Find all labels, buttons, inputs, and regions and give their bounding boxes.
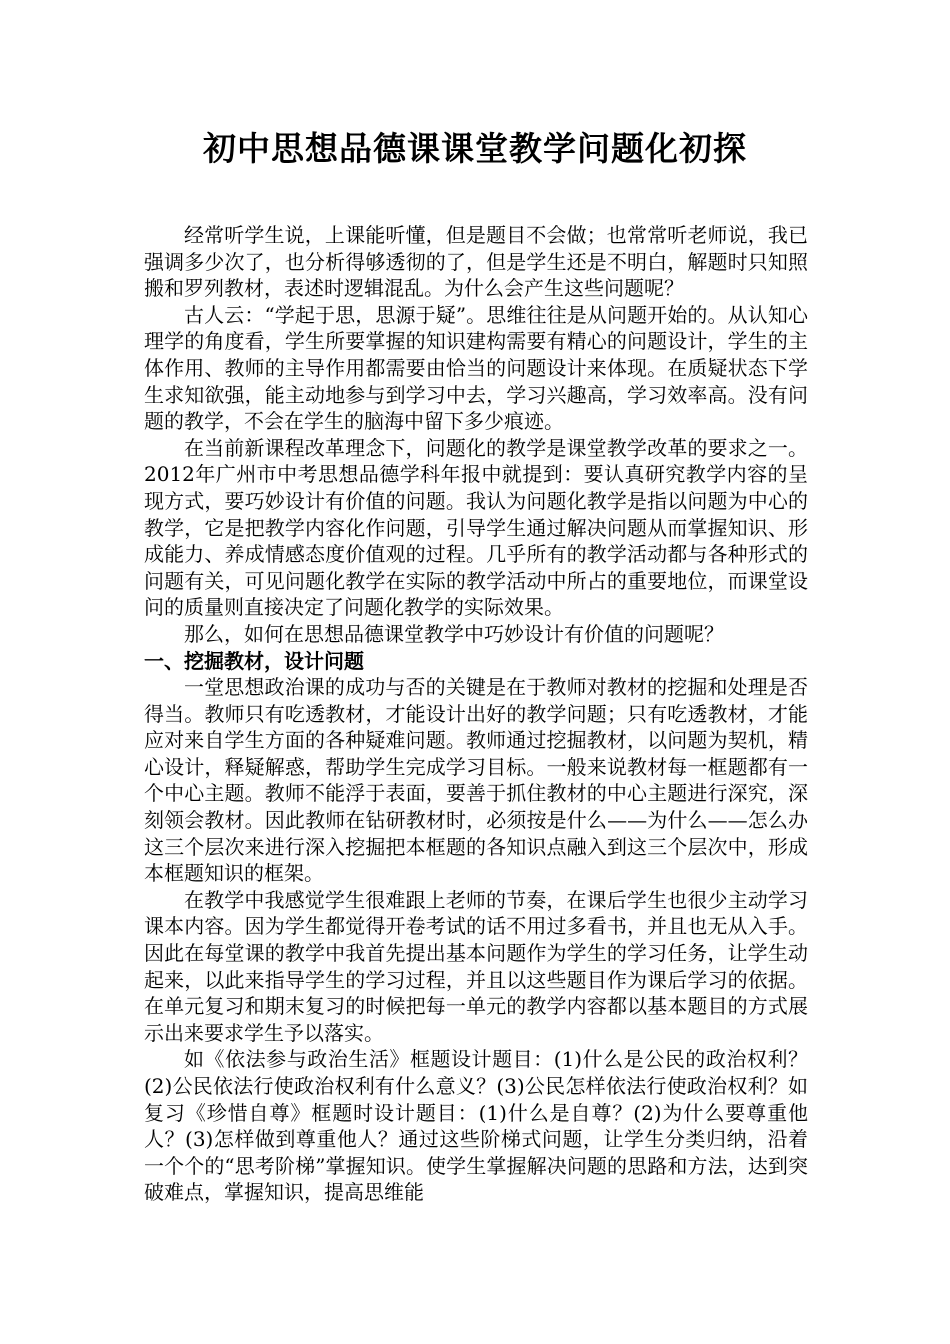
section1-paragraph-2: 在教学中我感觉学生很难跟上老师的节奏，在课后学生也很少主动学习课本内容。因为学生都觉得开卷考试的话不用过多看书，并且也无从入手。因此在每堂课的教学中我首先提出基本问题作为学生的学习任务，让学生动起来，以此来指导学生的学习过程，并且以这些题目作为课后学习的依据。在单元复习和期末复习的时候把每一单元的教学内容都以基本题目的方式展示出来要求学生予以落实。 bbox=[144, 887, 808, 1045]
section1-paragraph-1: 一堂思想政治课的成功与否的关键是在于教师对教材的挖掘和处理是否得当。教师只有吃透教材，才能设计出好的教学问题；只有吃透教材，才能应对来自学生方面的各种疑难问题。教师通过挖掘教材，以问题为契机，精心设计，释疑解惑，帮助学生完成学习目标。一般来说教材每一框题都有一个中心主题。教师不能浮于表面，要善于抓住教材的中心主题进行深究，深刻领会教材。因此教师在钻研教材时，必须按是什么——为什么——怎么办这三个层次来进行深入挖掘把本框题的各知识点融入到这三个层次中，形成本框题知识的框架。 bbox=[144, 675, 808, 886]
section-heading-1: 一、挖掘教材，设计问题 bbox=[144, 648, 364, 673]
paragraph-intro-4: 那么，如何在思想品德课堂教学中巧妙设计有价值的问题呢？ bbox=[184, 621, 724, 646]
paragraph-intro-2: 古人云：“学起于思，思源于疑”。思维往往是从问题开始的。从认知心理学的角度看，学生所要掌握的知识建构需要有精心的问题设计，学生的主体作用、教师的主导作用都需要由恰当的问题设计来体现。在质疑状态下学生求知欲强，能主动地参与到学习中去，学习兴趣高，学习效率高。没有问题的教学，不会在学生的脑海中留下多少痕迹。 bbox=[144, 302, 808, 434]
document-title: 初中思想品德课课堂教学问题化初探 bbox=[203, 129, 747, 168]
section1-paragraph-3: 如《依法参与政治生活》框题设计题目：(1)什么是公民的政治权利？(2)公民依法行使政治权利有什么意义？(3)公民怎样依法行使政治权利？如复习《珍惜自尊》框题时设计题目：(1)什么是自尊？(2)为什么要尊重他人？(3)怎样做到尊重他人？通过这些阶梯式问题，让学生分类归纳，沿着一个个的“思考阶梯”掌握知识。使学生掌握解决问题的思路和方法，达到突破难点，掌握知识，提高思维能 bbox=[144, 1047, 808, 1205]
document-body bbox=[144, 222, 808, 1206]
paragraph-intro-3: 在当前新课程改革理念下，问题化的教学是课堂教学改革的要求之一。2012年广州市中考思想品德学科年报中就提到：要认真研究教学内容的呈现方式，要巧妙设计有价值的问题。我认为问题化教学是指以问题为中心的教学，它是把教学内容化作问题，引导学生通过解决问题从而掌握知识、形成能力、养成情感态度价值观的过程。几乎所有的教学活动都与各种形式的问题有关，可见问题化教学在实际的教学活动中所占的重要地位，而课堂设问的质量则直接决定了问题化教学的实际效果。 bbox=[144, 435, 808, 620]
paragraph-intro-1: 经常听学生说，上课能听懂，但是题目不会做；也常常听老师说，我已强调多少次了，也分析得够透彻的了，但是学生还是不明白，解题时只知照搬和罗列教材，表述时逻辑混乱。为什么会产生这些问题呢？ bbox=[144, 223, 808, 301]
